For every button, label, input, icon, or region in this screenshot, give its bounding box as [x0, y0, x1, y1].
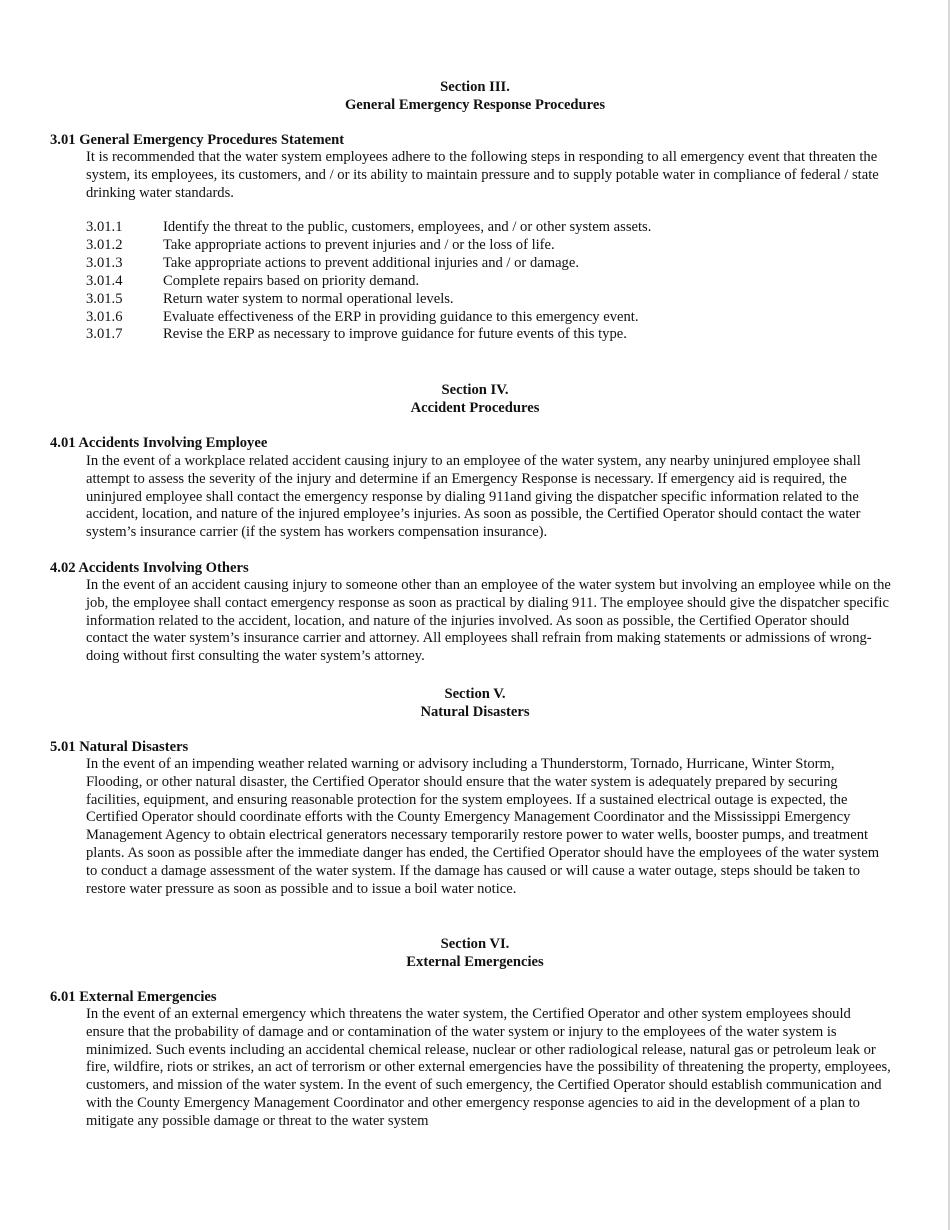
- list-item: [86, 326, 651, 344]
- step-text: Take appropriate actions to prevent additional injuries and / or damage.: [163, 254, 579, 271]
- section-4-label: Section IV.: [441, 382, 509, 398]
- step-number: 3.01.2: [86, 236, 123, 253]
- list-item: [86, 219, 651, 237]
- section-4-heading: [0, 381, 950, 417]
- step-text: Evaluate effectiveness of the ERP in providing guidance to this emergency event.: [163, 308, 639, 325]
- step-number: 3.01.4: [86, 272, 123, 289]
- list-item: [86, 255, 651, 273]
- list-item: [86, 291, 651, 309]
- subsection-4-01-body: In the event of a workplace related accident causing injury to an employee of the water system, any nearby uninjured employee shall attempt to assess the severity of the injury and determine if an Emergency Response is necessary. If emergency aid is required, the uninjured employee shall contact the emergency response by dialing 911and giving the dispatcher specific information related to the accident, location, and nature of the injured employee’s injuries. As soon as possible, the Certified Operator should contact the water system’s insurance carrier (if the system has workers compensation insurance).: [86, 453, 861, 541]
- step-number: 3.01.3: [86, 254, 123, 271]
- step-text: Take appropriate actions to prevent injuries and / or the loss of life.: [163, 236, 555, 253]
- section-5-title: Natural Disasters: [420, 704, 530, 720]
- list-item: [86, 273, 651, 291]
- subsection-4-02-body: In the event of an accident causing injury to someone other than an employee of the water system but involving an employee while on the job, the employee shall contact emergency response as soon as practical by dialing 911. The employee should give the dispatcher specific information related to the accident, location, and nature of the injuries involved. As soon as possible, the Certified Operator should contact the water system’s insurance carrier and attorney. All employees shall refrain from making statements or admissions of wrong-doing without first consulting the water system’s attorney.: [86, 577, 891, 665]
- section-6-label: Section VI.: [440, 936, 510, 952]
- section-3-label: Section III.: [440, 79, 510, 95]
- subsection-4-01-title: 4.01 Accidents Involving Employee: [50, 435, 268, 451]
- subsection-3-01-title: 3.01 General Emergency Procedures Statement: [50, 132, 345, 148]
- step-text: Revise the ERP as necessary to improve guidance for future events of this type.: [163, 326, 627, 343]
- subsection-3-01-body: It is recommended that the water system employees adhere to the following steps in responding to all emergency event that threaten the system, its employees, its customers, and / or its ability to maintain pressure and to supply potable water in compliance of federal / state drinking water standards.: [86, 149, 879, 201]
- section-6-heading: [0, 935, 950, 971]
- step-text: Complete repairs based on priority demand.: [163, 272, 420, 289]
- step-number: 3.01.7: [86, 326, 123, 343]
- section-5-label: Section V.: [444, 686, 506, 702]
- section-4-title: Accident Procedures: [410, 400, 540, 416]
- step-number: 3.01.6: [86, 308, 123, 325]
- step-text: Identify the threat to the public, customers, employees, and / or other system assets.: [163, 219, 652, 235]
- step-number: 3.01.5: [86, 290, 123, 307]
- subsection-6-01-title: 6.01 External Emergencies: [50, 989, 217, 1005]
- section-6-title: External Emergencies: [406, 954, 544, 970]
- subsection-4-02-title: 4.02 Accidents Involving Others: [50, 560, 249, 576]
- subsection-5-01-title: 5.01 Natural Disasters: [50, 739, 189, 755]
- steps-list: [86, 219, 651, 344]
- step-text: Return water system to normal operational levels.: [163, 290, 454, 307]
- section-3-heading: [0, 78, 950, 114]
- step-number: 3.01.1: [86, 219, 123, 235]
- subsection-5-01-body: In the event of an impending weather related warning or advisory including a Thunderstorm, Tornado, Hurricane, Winter Storm, Flooding, or other natural disaster, the Certified Operator should ensure that the water system is adequately prepared by securing facilities, equipment, and ensuring reasonable protection for the system employees. If a sustained electrical outage is expected, the Certified Operator should coordinate efforts with the County Emergency Management Coordinator and the Mississippi Emergency Management Agency to obtain electrical generators necessary temporarily restore power to water wells, booster pumps, and treatment plants. As soon as possible after the immediate danger has ended, the Certified Operator should have the employees of the water system to conduct a damage assessment of the water system. If the damage has caused or will cause a water outage, steps should be taken to restore water pressure as soon as possible and to issue a boil water notice.: [86, 756, 880, 897]
- list-item: [86, 237, 651, 255]
- list-item: [86, 309, 651, 327]
- section-5-heading: [0, 685, 950, 721]
- subsection-6-01-body: In the event of an external emergency which threatens the water system, the Certified Operator and other system employees should ensure that the probability of damage and or contamination of the water system or injury to the employees of the water system is minimized. Such events including an accidental chemical release, nuclear or other radiological release, natural gas or petroleum leak or fire, wildfire, riots or strikes, an act of terrorism or other external emergencies have the possibility of threatening the property, employees, customers, and mission of the water system. In the event of such emergency, the Certified Operator should establish communication and with the County Emergency Management Coordinator and other emergency response agencies to aid in the development of a plan to mitigate any possible damage or threat to the water system: [86, 1006, 891, 1129]
- section-3-title: General Emergency Response Procedures: [344, 97, 606, 113]
